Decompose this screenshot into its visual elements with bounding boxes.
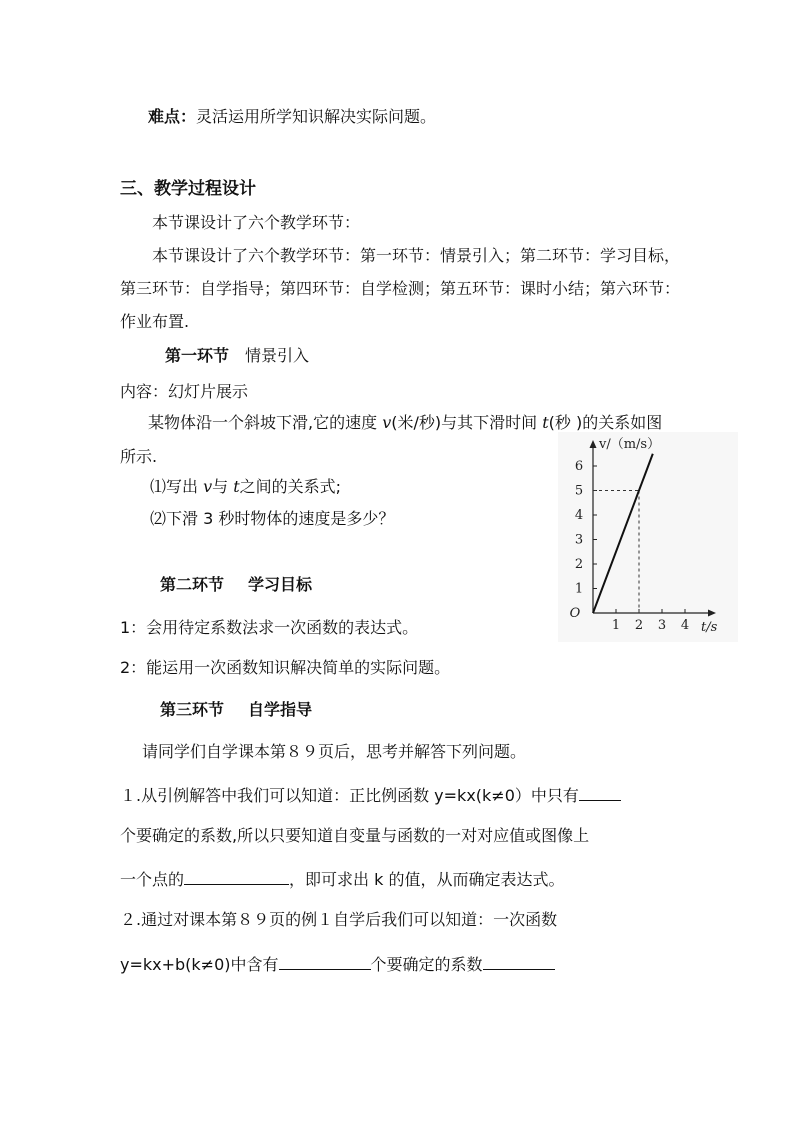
item1-line-2: 个要确定的系数,所以只要知道自变量与函数的一对对应值或图像上	[120, 826, 590, 845]
answer-blank-1[interactable]	[579, 784, 621, 801]
stage3-subtitle: 自学指导	[248, 700, 313, 719]
difficulty-line	[148, 107, 436, 127]
stage1-question-1	[150, 477, 341, 497]
problem-pre: 某物体沿一个斜坡下滑,它的速度	[148, 413, 383, 432]
item2-line-2	[120, 953, 555, 975]
section-intro-2-line-2: 第三环节：自学指导；第四环节：自学检测；第五环节：课时小结；第六环节：	[120, 279, 681, 298]
q1-post: 之间的关系式;	[239, 477, 342, 496]
item1-line-3	[120, 868, 564, 890]
goal-1: 1：会用待定系数法求一次函数的表达式。	[120, 618, 419, 637]
section-heading: 三、教学过程设计	[120, 179, 256, 199]
stage1-problem-line-2: 所示.	[120, 447, 158, 466]
stage1-problem-line-1	[148, 413, 662, 433]
item1-line-3-post: ，即可求出 k 的值，从而确定表达式。	[289, 870, 565, 889]
section-intro-2-line-3: 作业布置.	[120, 312, 190, 331]
difficulty-text: 灵活运用所学知识解决实际问题。	[196, 107, 437, 126]
q1-pre: ⑴写出	[150, 477, 204, 496]
velocity-line	[593, 454, 653, 613]
stage2-subtitle: 学习目标	[248, 575, 313, 594]
y-tick-label: 2	[574, 557, 584, 572]
section-intro-2-line-1: 本节课设计了六个教学环节：第一环节：情景引入；第二环节：学习目标，	[152, 246, 681, 265]
answer-blank-2[interactable]	[184, 868, 289, 885]
stage3-title: 第三环节	[160, 700, 225, 719]
x-axis-label: t/s	[701, 620, 718, 635]
stage1-content-label: 内容：幻灯片展示	[120, 382, 249, 401]
item2-line-1: ２.通过对课本第８９页的例１自学后我们可以知道：一次函数	[120, 910, 558, 929]
y-tick-label: 1	[574, 581, 584, 597]
goal-2: 2：能运用一次函数知识解决简单的实际问题。	[120, 658, 451, 677]
problem-var-t: t	[542, 413, 549, 432]
answer-blank-4[interactable]	[483, 953, 555, 970]
item2-line-2-pre: y=kx+b(k≠0)中含有	[120, 955, 279, 974]
x-tick-label: 4	[680, 618, 690, 633]
problem-post: (秒 )的关系如图	[548, 413, 663, 432]
item1-line-1-text: １.从引例解答中我们可以知道：正比例函数 y=kx(k≠0）中只有	[120, 786, 579, 805]
stage3-heading	[160, 700, 312, 720]
q1-mid: 与	[212, 477, 234, 496]
stage2-heading	[160, 575, 312, 595]
q1-var-v: v	[203, 477, 213, 496]
section-intro-1: 本节课设计了六个教学环节：	[152, 213, 361, 232]
y-tick-label: 4	[574, 508, 584, 523]
item2-line-2-post: 个要确定的系数	[370, 955, 483, 974]
y-tick-label: 5	[574, 483, 584, 499]
problem-mid: (米/秒)与其下滑时间	[391, 413, 543, 432]
y-axis-arrow	[590, 440, 597, 448]
origin-label: O	[569, 606, 581, 621]
x-tick-label: 1	[611, 618, 621, 633]
x-tick-label: 2	[634, 618, 644, 633]
problem-var-v: v	[382, 413, 392, 432]
difficulty-label: 难点：	[148, 107, 197, 126]
item1-line-3-pre: 一个点的	[120, 870, 185, 889]
y-tick-label: 3	[574, 532, 584, 548]
stage1-heading	[165, 346, 309, 366]
stage1-title: 第一环节	[165, 346, 230, 365]
item1-line-1	[120, 784, 621, 806]
velocity-time-chart	[558, 432, 738, 642]
stage2-title: 第二环节	[160, 575, 225, 594]
q1-var-t: t	[233, 477, 240, 496]
stage3-instruction: 请同学们自学课本第８９页后，思考并解答下列问题。	[142, 742, 527, 761]
answer-blank-3[interactable]	[279, 953, 371, 970]
y-tick-label: 6	[574, 459, 584, 474]
stage1-subtitle: 情景引入	[245, 346, 310, 365]
y-axis-label: v/（m/s）	[599, 437, 661, 452]
stage1-question-2: ⑵下滑 3 秒时物体的速度是多少？	[150, 509, 395, 528]
x-tick-label: 3	[657, 618, 667, 633]
x-axis-arrow	[708, 610, 716, 617]
